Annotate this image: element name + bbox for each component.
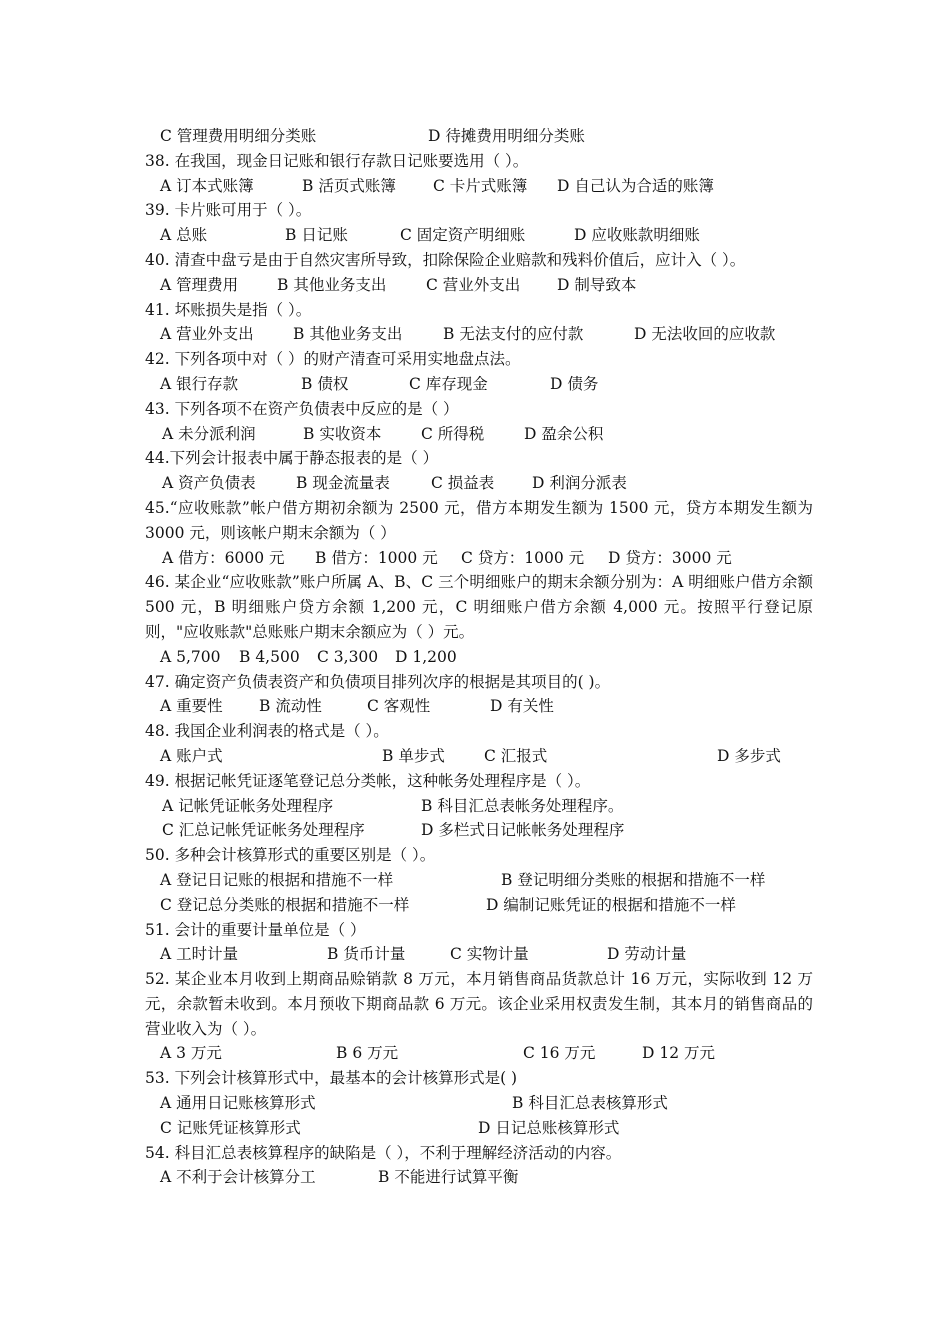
- option-item: B 债权: [301, 374, 349, 393]
- question-stem: 53. 下列会计核算形式中，最基本的会计核算形式是( ): [145, 1069, 518, 1088]
- option-item: C 卡片式账簿: [433, 176, 528, 195]
- option-item: D 多栏式日记帐帐务处理程序: [421, 821, 625, 840]
- option-item: C 汇总记帐凭证帐务处理程序: [162, 821, 365, 840]
- question-stem: 54. 科目汇总表核算程序的缺陷是（ ），不利于理解经济活动的内容。: [145, 1143, 622, 1162]
- option-item: A 3 万元: [160, 1044, 222, 1063]
- option-item: B 货币计量: [327, 945, 406, 964]
- option-item: A 不利于会计核算分工: [160, 1168, 316, 1187]
- option-item: A 重要性: [160, 697, 223, 716]
- options-row: [0, 1116, 950, 1141]
- options-row: [0, 273, 950, 298]
- option-item: D 12 万元: [642, 1044, 716, 1063]
- option-item: B 单步式: [382, 746, 445, 765]
- options-row: [0, 942, 950, 967]
- option-item: B 流动性: [259, 697, 322, 716]
- options-row: [0, 744, 950, 769]
- option-item: B 6 万元: [336, 1044, 399, 1063]
- option-item: D 待摊费用明细分类账: [428, 127, 585, 145]
- option-item: D 1,200: [395, 647, 457, 666]
- option-item: C 客观性: [367, 697, 431, 716]
- option-item: A 银行存款: [160, 374, 239, 393]
- option-item: A 5,700: [160, 647, 221, 666]
- option-item: D 劳动计量: [607, 945, 687, 964]
- options-row: [0, 818, 950, 843]
- option-item: D 制导致本: [557, 275, 637, 294]
- option-item: A 借方：6000 元: [162, 548, 285, 567]
- option-item: D 盈余公积: [524, 424, 604, 443]
- option-item: C 所得税: [421, 424, 485, 443]
- option-item: B 登记明细分类账的根据和措施不一样: [501, 870, 766, 889]
- options-row: [0, 794, 950, 819]
- options-row: [0, 1041, 950, 1066]
- question-stem: 50. 多种会计核算形式的重要区别是（ ）。: [145, 846, 436, 865]
- document-page: [0, 124, 950, 1190]
- option-item: B 其他业务支出: [277, 275, 387, 294]
- question-stem: 39. 卡片账可用于（ ）。: [145, 201, 312, 220]
- option-item: D 贷方：3000 元: [608, 548, 732, 567]
- question-stem: 44.下列会计报表中属于静态报表的是（ ）: [145, 449, 439, 468]
- option-item: D 自己认为合适的账簿: [557, 176, 714, 195]
- option-item: C 登记总分类账的根据和措施不一样: [160, 895, 410, 914]
- option-item: C 16 万元: [523, 1044, 596, 1063]
- option-item: A 资产负债表: [162, 474, 256, 493]
- option-item: A 登记日记账的根据和措施不一样: [160, 870, 394, 889]
- option-item: D 利润分派表: [532, 474, 627, 493]
- option-item: D 有关性: [490, 697, 554, 716]
- option-item: A 总账: [160, 226, 208, 245]
- option-item: C 库存现金: [409, 374, 488, 393]
- options-row: [0, 471, 950, 496]
- options-row: [0, 174, 950, 199]
- option-item: A 管理费用: [160, 275, 239, 294]
- options-row: [0, 893, 950, 918]
- option-item: C 汇报式: [484, 746, 548, 765]
- option-item: A 通用日记账核算形式: [160, 1094, 316, 1113]
- option-item: C 营业外支出: [426, 275, 521, 294]
- option-item: C 记账凭证核算形式: [160, 1118, 301, 1137]
- option-item: C 贷方：1000 元: [461, 548, 585, 567]
- option-item: D 编制记账凭证的根据和措施不一样: [486, 895, 736, 914]
- option-item: A 工时计量: [160, 945, 239, 964]
- options-row: [0, 645, 950, 670]
- question-stem: 51. 会计的重要计量单位是（ ）: [145, 920, 366, 939]
- options-row: [0, 124, 950, 149]
- option-item: B 现金流量表: [296, 474, 390, 493]
- options-row: [0, 422, 950, 447]
- option-item: B 借方：1000 元: [315, 548, 438, 567]
- option-item: B 科目汇总表帐务处理程序。: [421, 796, 624, 815]
- options-row: [0, 868, 950, 893]
- question-stem: 38. 在我国，现金日记账和银行存款日记账要选用（ ）。: [145, 151, 529, 170]
- option-item: C 损益表: [431, 474, 495, 493]
- option-item: D 应收账款明细账: [574, 226, 700, 245]
- option-item: D 无法收回的应收款: [634, 325, 776, 344]
- option-item: B 4,500: [239, 647, 300, 666]
- question-stem: 45.“应收账款”帐户借方期初余额为 2500 元，借方本期发生额为 1500 元，贷方本期发生额为 3000 元，则该帐户期末余额为（ ）: [145, 498, 813, 542]
- options-row: [0, 372, 950, 397]
- option-item: A 订本式账簿: [160, 176, 254, 195]
- question-stem: 43. 下列各项不在资产负债表中反应的是（ ）: [145, 399, 459, 418]
- option-item: A 记帐凭证帐务处理程序: [162, 796, 334, 815]
- option-item: D 债务: [550, 374, 599, 393]
- option-item: A 营业外支出: [160, 325, 254, 344]
- option-item: B 不能进行试算平衡: [378, 1168, 519, 1187]
- options-row: [0, 694, 950, 719]
- options-row: [0, 1165, 950, 1190]
- question-stem: 47. 确定资产负债表资产和负债项目排列次序的根据是其项目的( )。: [145, 672, 611, 691]
- option-item: C 固定资产明细账: [400, 226, 526, 245]
- option-item: B 其他业务支出: [293, 325, 403, 344]
- option-item: C 实物计量: [450, 945, 529, 964]
- option-item: D 多步式: [717, 746, 781, 765]
- options-row: [0, 1091, 950, 1116]
- option-item: C 管理费用明细分类账: [160, 127, 317, 145]
- question-stem: 48. 我国企业利润表的格式是（ ）。: [145, 722, 389, 741]
- option-item: A 未分派利润: [162, 424, 256, 443]
- question-stem: 40. 清查中盘亏是由于自然灾害所导致，扣除保险企业赔款和残料价值后，应计入（ ）。: [145, 250, 746, 269]
- option-item: A 账户式: [160, 746, 223, 765]
- question-stem: 46. 某企业“应收账款”账户所属 A、B、C 三个明细账户的期末余额分别为：A 明细账户借方余额 500 元，B 明细账户贷方余额 1,200 元，C 明细账户借方余额 4,000 元。按照平行登记原则，"应收账款"总账账户期末余额应为（ ）元。: [145, 573, 813, 641]
- option-item: D 日记总账核算形式: [478, 1118, 620, 1137]
- option-item: B 无法支付的应付款: [443, 325, 584, 344]
- question-stem: 41. 坏账损失是指（ ）。: [145, 300, 312, 319]
- options-row: [0, 322, 950, 347]
- option-item: B 科目汇总表核算形式: [512, 1094, 668, 1113]
- option-item: C 3,300: [317, 647, 379, 666]
- option-item: B 日记账: [285, 226, 348, 245]
- options-row: [0, 223, 950, 248]
- question-stem: 49. 根据记帐凭证逐笔登记总分类帐，这种帐务处理程序是（ ）。: [145, 771, 591, 790]
- option-item: B 活页式账簿: [302, 176, 396, 195]
- option-item: B 实收资本: [303, 424, 382, 443]
- question-stem: 52. 某企业本月收到上期商品赊销款 8 万元，本月销售商品货款总计 16 万元，实际收到 12 万元，余款暂未收到。本月预收下期商品款 6 万元。该企业采用权责发生制，其本月的销售商品的营业收入为（ ）。: [145, 970, 813, 1038]
- options-row: [0, 546, 950, 571]
- question-stem: 42. 下列各项中对（ ）的财产清查可采用实地盘点法。: [145, 350, 521, 369]
